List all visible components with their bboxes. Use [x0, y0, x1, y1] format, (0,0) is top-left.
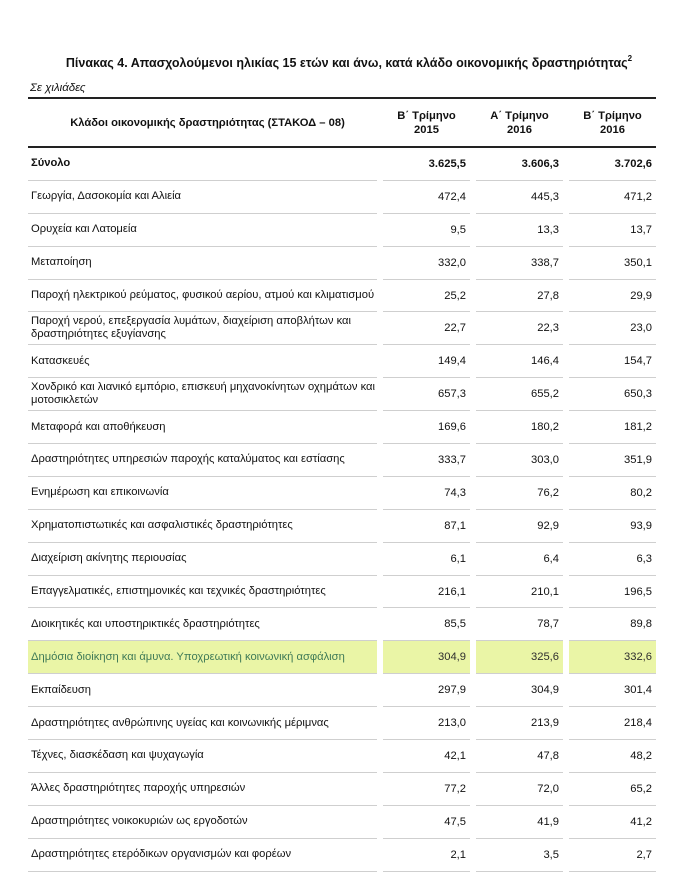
row-label: Μεταφορά και αποθήκευση [28, 411, 377, 444]
row-value-q2-2016: 181,2 [569, 411, 656, 444]
table-row [28, 378, 656, 411]
row-value-q2-2016: 41,2 [569, 805, 656, 838]
row-label: Επαγγελματικές, επιστημονικές και τεχνικές δραστηριότητες [28, 575, 377, 608]
row-label: Σύνολο [28, 147, 377, 180]
row-value-q2-2015: 333,7 [383, 444, 470, 477]
header-q2-2016-year: 2016 [600, 123, 625, 136]
row-label: Δραστηριότητες υπηρεσιών παροχής καταλύματος και εστίασης [28, 444, 377, 477]
row-value-q2-2015: 25,2 [383, 279, 470, 312]
row-value-q2-2016: 2,7 [569, 838, 656, 871]
row-value-q2-2016: 301,4 [569, 674, 656, 707]
table-row [28, 772, 656, 805]
row-label: Ενημέρωση και επικοινωνία [28, 476, 377, 509]
row-label: Δραστηριότητες ανθρώπινης υγείας και κοινωνικής μέριμνας [28, 707, 377, 740]
row-value-q2-2016: 48,2 [569, 740, 656, 773]
row-label: Μεταποίηση [28, 246, 377, 279]
table-row [28, 674, 656, 707]
row-value-q1-2016: 210,1 [476, 575, 563, 608]
row-value-q1-2016: 325,6 [476, 641, 563, 674]
row-label: Δραστηριότητες ετερόδικων οργανισμών και φορέων [28, 838, 377, 871]
table-row [28, 608, 656, 641]
row-label: Παροχή ηλεκτρικού ρεύματος, φυσικού αερίου, ατμού και κλιματισμού [28, 279, 377, 312]
row-value-q1-2016: 92,9 [476, 509, 563, 542]
row-value-q2-2016: 351,9 [569, 444, 656, 477]
table-row [28, 411, 656, 444]
header-q1-2016 [476, 98, 563, 147]
table-row [28, 838, 656, 871]
row-value-q2-2015: 216,1 [383, 575, 470, 608]
row-label: Δραστηριότητες νοικοκυριών ως εργοδοτών [28, 805, 377, 838]
row-value-q1-2016: 304,9 [476, 674, 563, 707]
row-value-q2-2016: 196,5 [569, 575, 656, 608]
row-label: Διοικητικές και υποστηρικτικές δραστηριότητες [28, 608, 377, 641]
row-value-q2-2015: 149,4 [383, 345, 470, 378]
header-sector-label: Κλάδοι οικονομικής δραστηριότητας (ΣΤΑΚΟΔ – 08) [28, 98, 377, 147]
table-row [28, 180, 656, 213]
header-q2-2016 [569, 98, 656, 147]
row-value-q1-2016: 146,4 [476, 345, 563, 378]
units-note: Σε χιλιάδες [30, 82, 86, 94]
row-value-q2-2016: 93,9 [569, 509, 656, 542]
row-value-q2-2016: 6,3 [569, 542, 656, 575]
row-value-q2-2015: 22,7 [383, 312, 470, 345]
row-value-q2-2015: 304,9 [383, 641, 470, 674]
row-value-q2-2016: 471,2 [569, 180, 656, 213]
row-value-q1-2016: 13,3 [476, 213, 563, 246]
row-label: Ορυχεία και Λατομεία [28, 213, 377, 246]
row-value-q2-2016: 650,3 [569, 378, 656, 411]
row-value-q2-2015: 213,0 [383, 707, 470, 740]
row-value-q2-2016: 332,6 [569, 641, 656, 674]
row-value-q2-2015: 297,9 [383, 674, 470, 707]
row-value-q1-2016: 445,3 [476, 180, 563, 213]
header-q2-2016-period: Β΄ Τρίμηνο [583, 109, 642, 122]
row-value-q1-2016: 655,2 [476, 378, 563, 411]
row-value-q2-2015: 47,5 [383, 805, 470, 838]
table-row [28, 213, 656, 246]
header-q2-2015 [383, 98, 470, 147]
row-value-q1-2016: 47,8 [476, 740, 563, 773]
row-value-q2-2015: 657,3 [383, 378, 470, 411]
table-row [28, 345, 656, 378]
row-label: Άλλες δραστηριότητες παροχής υπηρεσιών [28, 772, 377, 805]
header-q1-2016-year: 2016 [507, 123, 532, 136]
row-value-q1-2016: 76,2 [476, 476, 563, 509]
table-row [28, 575, 656, 608]
table-row [28, 707, 656, 740]
row-value-q1-2016: 3,5 [476, 838, 563, 871]
table-row-total [28, 147, 656, 180]
row-value-q1-2016: 3.606,3 [476, 147, 563, 180]
row-value-q2-2015: 42,1 [383, 740, 470, 773]
row-label: Εκπαίδευση [28, 674, 377, 707]
row-value-q1-2016: 180,2 [476, 411, 563, 444]
table-row [28, 509, 656, 542]
row-value-q2-2015: 472,4 [383, 180, 470, 213]
table-row [28, 279, 656, 312]
row-value-q1-2016: 6,4 [476, 542, 563, 575]
table-row [28, 476, 656, 509]
table-row [28, 444, 656, 477]
table-row [28, 805, 656, 838]
header-q2-2015-year: 2015 [414, 123, 439, 136]
row-value-q2-2016: 350,1 [569, 246, 656, 279]
header-q1-2016-period: Α΄ Τρίμηνο [490, 109, 549, 122]
row-value-q1-2016: 41,9 [476, 805, 563, 838]
row-value-q2-2016: 29,9 [569, 279, 656, 312]
row-value-q2-2016: 80,2 [569, 476, 656, 509]
row-label: Δημόσια διοίκηση και άμυνα. Υποχρεωτική κοινωνική ασφάλιση [28, 641, 377, 674]
title-footnote-marker: 2 [627, 54, 633, 63]
row-value-q1-2016: 78,7 [476, 608, 563, 641]
row-value-q2-2016: 154,7 [569, 345, 656, 378]
row-value-q2-2016: 23,0 [569, 312, 656, 345]
row-label: Χονδρικό και λιανικό εμπόριο, επισκευή μηχανοκίνητων οχημάτων και μοτοσικλετών [28, 378, 377, 411]
row-label: Τέχνες, διασκέδαση και ψυχαγωγία [28, 740, 377, 773]
employment-table [28, 97, 656, 872]
row-value-q2-2015: 3.625,5 [383, 147, 470, 180]
row-value-q1-2016: 303,0 [476, 444, 563, 477]
row-value-q2-2015: 169,6 [383, 411, 470, 444]
header-q2-2015-period: Β΄ Τρίμηνο [397, 109, 456, 122]
row-value-q1-2016: 338,7 [476, 246, 563, 279]
table-row [28, 246, 656, 279]
row-value-q2-2015: 2,1 [383, 838, 470, 871]
table-row [28, 542, 656, 575]
row-value-q2-2015: 74,3 [383, 476, 470, 509]
row-value-q2-2015: 77,2 [383, 772, 470, 805]
row-value-q1-2016: 72,0 [476, 772, 563, 805]
table-title [0, 54, 698, 70]
row-value-q2-2015: 87,1 [383, 509, 470, 542]
row-value-q2-2015: 332,0 [383, 246, 470, 279]
table-header-row [28, 98, 656, 147]
row-label: Κατασκευές [28, 345, 377, 378]
row-value-q2-2016: 13,7 [569, 213, 656, 246]
row-value-q2-2015: 9,5 [383, 213, 470, 246]
row-label: Διαχείριση ακίνητης περιουσίας [28, 542, 377, 575]
row-value-q2-2015: 85,5 [383, 608, 470, 641]
row-value-q2-2016: 218,4 [569, 707, 656, 740]
row-value-q2-2016: 89,8 [569, 608, 656, 641]
table-row [28, 312, 656, 345]
row-value-q1-2016: 27,8 [476, 279, 563, 312]
row-value-q1-2016: 22,3 [476, 312, 563, 345]
row-value-q1-2016: 213,9 [476, 707, 563, 740]
row-label: Παροχή νερού, επεξεργασία λυμάτων, διαχείριση αποβλήτων και δραστηριότητες εξυγίανσης [28, 312, 377, 345]
row-label: Γεωργία, Δασοκομία και Αλιεία [28, 180, 377, 213]
table-row-highlighted [28, 641, 656, 674]
row-value-q2-2015: 6,1 [383, 542, 470, 575]
row-value-q2-2016: 3.702,6 [569, 147, 656, 180]
row-label: Χρηματοπιστωτικές και ασφαλιστικές δραστηριότητες [28, 509, 377, 542]
table-title-text: Πίνακας 4. Απασχολούμενοι ηλικίας 15 ετών και άνω, κατά κλάδο οικονομικής δραστηριότητας [65, 56, 628, 70]
table-row [28, 740, 656, 773]
row-value-q2-2016: 65,2 [569, 772, 656, 805]
